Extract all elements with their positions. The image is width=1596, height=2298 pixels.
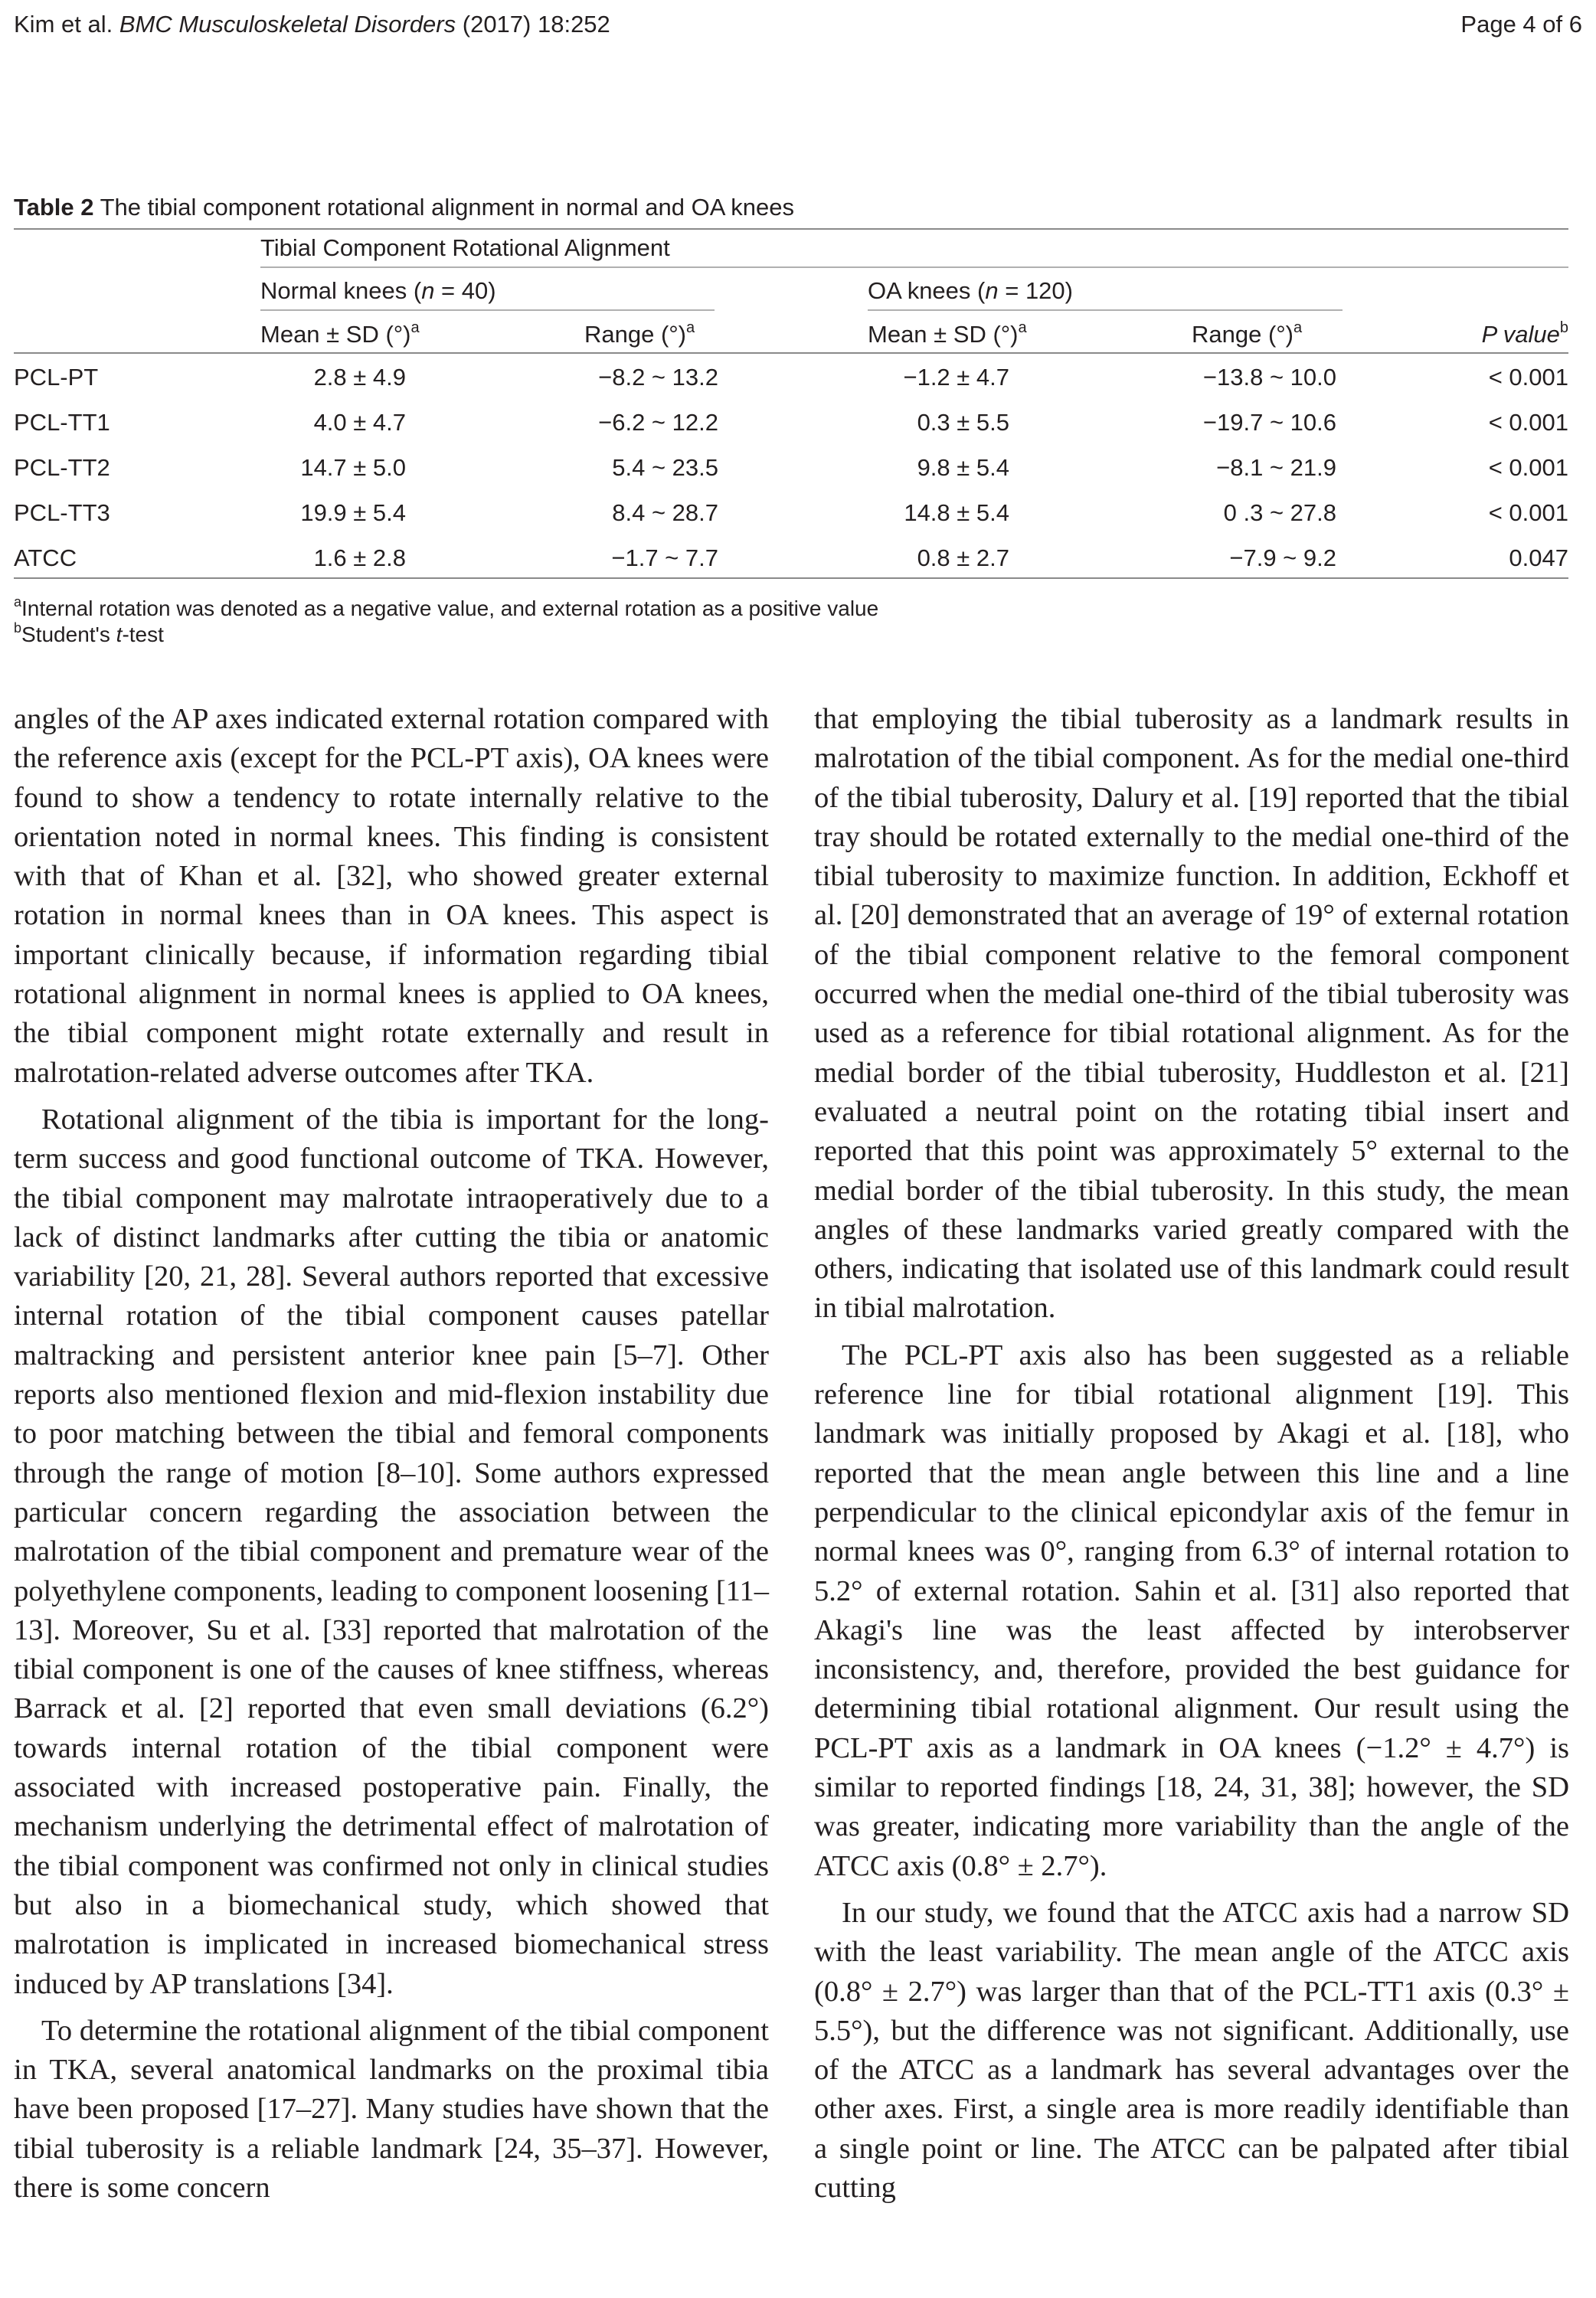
table-bottom-rule [14, 577, 1568, 579]
row-label: ATCC [14, 544, 77, 571]
table-top-rule [14, 228, 1568, 230]
oa-mean-sd: 9.8 ± 5.4 [917, 454, 1009, 481]
footnote-b: $^b$Student's t-test [14, 619, 164, 646]
col-header-oa-mean: Mean ± SD (°)$^a$ [868, 319, 1027, 348]
table-footnotes [14, 593, 879, 648]
row-label: PCL-PT [14, 364, 99, 391]
row-label: PCL-TT2 [14, 454, 110, 481]
oa-range: 0 .3 ~ 27.8 [1223, 499, 1336, 526]
table-caption-text: The tibial component rotational alignment in normal and OA knees [100, 194, 795, 221]
oa-range: −13.8 ~ 10.0 [1202, 364, 1336, 391]
oa-range: −7.9 ~ 9.2 [1229, 544, 1336, 571]
table-group-header: Tibial Component Rotational Alignment [260, 234, 670, 261]
oa-range: −19.7 ~ 10.6 [1202, 409, 1336, 436]
body-paragraph: The PCL-PT axis also has been suggested as a reliable reference line for tibial rotational alignment [19]. This landmark was initially proposed by Akagi et al. [18], who reported that the mean angle between this line and a line perpendicular to the clinical epicondylar axis of the femur in normal knees was 0°, ranging from 6.3° of internal rotation to 5.2° of external rotation. Sahin et al. [31] also reported that Akagi's line was the least affected by interobserver inconsistency, and, therefore, provided the best guidance for determining tibial rotational alignment. Our result using the PCL-PT axis as a landmark in OA knees (−1.2° ± 4.7°) is similar to reported findings [18, 24, 31, 38]; however, the SD was greater, indicating more variability than the angle of the ATCC axis (0.8° ± 2.7°). [814, 1339, 1569, 1882]
row-label: PCL-TT1 [14, 409, 110, 436]
normal-range: −8.2 ~ 13.2 [598, 364, 718, 391]
p-value: < 0.001 [1488, 454, 1568, 481]
running-head [14, 11, 1582, 44]
col-header-p-value: P value$^b$ [1481, 319, 1568, 348]
body-paragraph: angles of the AP axes indicated external rotation compared with the reference axis (except for the PCL-PT axis), OA knees were found to show a tendency to rotate internally relative to the orientation noted in normal knees. This finding is consistent with that of Khan et al. [32], who showed greater external rotation in normal knees than in OA knees. This aspect is important clinically because, if information regarding tibial rotational alignment in normal knees is applied to OA knees, the tibial component might rotate externally and result in malrotation-related adverse outcomes after TKA. [14, 703, 769, 1089]
footnote-a: $^a$Internal rotation was denoted as a negative value, and external rotation as a positive value [14, 593, 879, 620]
normal-range: 5.4 ~ 23.5 [612, 454, 718, 481]
body-paragraph: Rotational alignment of the tibia is important for the long-term success and good functional outcome of TKA. However, the tibial component may malrotate intraoperatively due to a lack of distinct landmarks after cutting the tibia or anatomic variability [20, 21, 28]. Several authors reported that excessive internal rotation of the tibial component causes patellar maltracking and persistent anterior knee pain [5–7]. Other reports also mentioned flexion and mid-flexion instability due to poor matching between the tibial and femoral components through the range of motion [8–10]. Some authors expressed particular concern regarding the association between the malrotation of the tibial component and premature wear of the polyethylene components, leading to component loosening [11–13]. Moreover, Su et al. [33] reported that malrotation of the tibial component is one of the causes of knee stiffness, whereas Barrack et al. [2] reported that even small deviations (6.2°) towards internal rotation of the tibial component were associated with increased postoperative pain. Finally, the mechanism underlying the detrimental effect of malrotation of the tibial component was confirmed not only in clinical studies but also in a biomechanical study, which showed that malrotation is implicated in increased biomechanical stress induced by AP translations [34]. [14, 1103, 769, 2000]
normal-mean-sd: 1.6 ± 2.8 [313, 544, 406, 571]
table-header-rule [14, 352, 1568, 354]
p-value: < 0.001 [1488, 409, 1568, 436]
table-caption-label: Table 2 [14, 194, 94, 221]
normal-mean-sd: 2.8 ± 4.9 [313, 364, 406, 391]
p-value: < 0.001 [1488, 364, 1568, 391]
oa-mean-sd: 14.8 ± 5.4 [904, 499, 1009, 526]
col-header-normal-mean: Mean ± SD (°)$^a$ [260, 319, 420, 348]
normal-mean-sd: 19.9 ± 5.4 [300, 499, 406, 526]
oa-range: −8.1 ~ 21.9 [1216, 454, 1336, 481]
oa-mean-sd: 0.8 ± 2.7 [917, 544, 1009, 571]
normal-mean-sd: 4.0 ± 4.7 [313, 409, 406, 436]
normal-range: −1.7 ~ 7.7 [611, 544, 718, 571]
p-value: 0.047 [1509, 544, 1568, 571]
body-paragraph: To determine the rotational alignment of the tibial component in TKA, several anatomical landmarks on the proximal tibia have been proposed [17–27]. Many studies have shown that the tibial tuberosity is a reliable landmark [24, 35–37]. However, there is some concern [14, 2014, 769, 2204]
normal-knees-rule [260, 309, 715, 311]
normal-knees-header: Normal knees (n = 40) [260, 277, 496, 304]
oa-mean-sd: −1.2 ± 4.7 [903, 364, 1009, 391]
body-column-left [14, 700, 769, 2208]
journal-citation: Kim et al. BMC Musculoskeletal Disorders (2017) 18:252 [14, 11, 610, 38]
page-number: Page 4 of 6 [1460, 11, 1582, 38]
oa-knees-rule [868, 309, 1343, 311]
table-2 [14, 188, 1568, 571]
row-label: PCL-TT3 [14, 499, 110, 526]
body-column-right [814, 700, 1569, 2208]
col-header-normal-range: Range (°)$^a$ [584, 319, 695, 348]
p-value: < 0.001 [1488, 499, 1568, 526]
normal-range: 8.4 ~ 28.7 [612, 499, 718, 526]
normal-range: −6.2 ~ 12.2 [598, 409, 718, 436]
body-paragraph: that employing the tibial tuberosity as a landmark results in malrotation of the tibial component. As for the medial one-third of the tibial tuberosity, Dalury et al. [19] reported that the tibial tray should be rotated externally to the medial one-third of the tibial tuberosity to maximize function. In addition, Eckhoff et al. [20] demonstrated that an average of 19° of external rotation of the tibial component relative to the femoral component occurred when the medial one-third of the tibial tuberosity was used as a reference for tibial rotational alignment. As for the medial border of the tibial tuberosity, Huddleston et al. [21] evaluated a neutral point on the rotating tibial insert and reported that this point was approximately 5° external to the medial border of the tibial tuberosity. In this study, the mean angles of these landmarks varied greatly compared with the others, indicating that isolated use of this landmark could result in tibial malrotation. [814, 703, 1569, 1325]
group-header-rule [260, 266, 1568, 268]
normal-mean-sd: 14.7 ± 5.0 [300, 454, 406, 481]
oa-knees-header: OA knees (n = 120) [868, 277, 1073, 304]
col-header-oa-range: Range (°)$^a$ [1192, 319, 1303, 348]
body-paragraph: In our study, we found that the ATCC axis had a narrow SD with the least variability. The mean angle of the ATCC axis (0.8° ± 2.7°) was larger than that of the PCL-TT1 axis (0.3° ± 5.5°), but the difference was not significant. Additionally, use of the ATCC as a landmark has several advantages over the other axes. First, a single area is more readily identifiable than a single point or line. The ATCC can be palpated after tibial cutting [814, 1896, 1569, 2204]
table-caption [14, 188, 1568, 227]
oa-mean-sd: 0.3 ± 5.5 [917, 409, 1009, 436]
